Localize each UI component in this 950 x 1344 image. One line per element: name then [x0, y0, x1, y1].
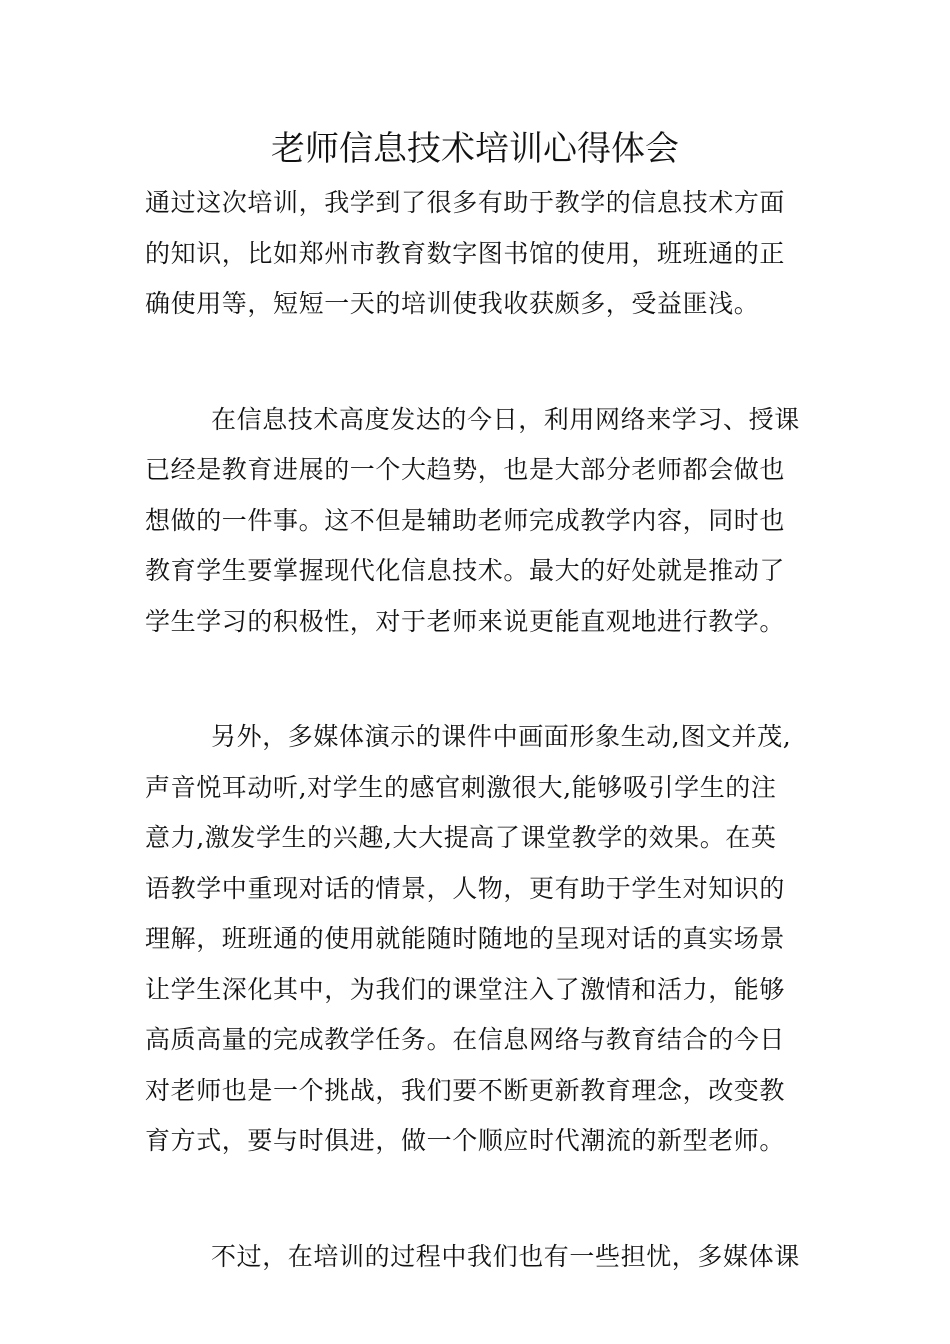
- text-line: 语教学中重现对话的情景，人物，更有助于学生对知识的: [145, 873, 786, 903]
- text-line: 高质高量的完成教学任务。在信息网络与教育结合的今日: [145, 1025, 786, 1054]
- document-title: 老师信息技术培训心得体会: [271, 129, 679, 169]
- paragraph: [145, 1232, 810, 1283]
- text-line: 让学生深化其中，为我们的课堂注入了激情和活力，能够: [145, 974, 786, 1004]
- text-line: 通过这次培训，我学到了很多有助于教学的信息技术方面: [145, 188, 786, 217]
- text-line: 育方式，要与时俱进，做一个顺应时代潮流的新型老师。: [145, 1126, 786, 1155]
- paragraph: [145, 178, 810, 330]
- document-body: [145, 178, 810, 1282]
- paragraph-gap: [145, 330, 810, 395]
- paragraph-gap: [145, 1167, 810, 1232]
- text-line: 教育学生要掌握现代化信息技术。最大的好处就是推动了: [145, 556, 786, 585]
- text-line: 确使用等，短短一天的培训使我收获颇多，受益匪浅。: [145, 289, 760, 318]
- text-line: 理解，班班通的使用就能随时随地的呈现对话的真实场景: [145, 924, 786, 953]
- text-line: 意力,激发学生的兴趣,大大提高了课堂教学的效果。在英: [145, 823, 777, 852]
- paragraph: [145, 395, 810, 648]
- text-line: 想做的一件事。这不但是辅助老师完成教学内容，同时也: [145, 505, 786, 535]
- text-line: 声音悦耳动听,对学生的感官刺激很大,能够吸引学生的注: [145, 772, 777, 802]
- text-line: 对老师也是一个挑战，我们要不断更新教育理念，改变教: [145, 1075, 786, 1105]
- text-line: 学生学习的积极性，对于老师来说更能直观地进行教学。: [145, 606, 786, 636]
- paragraph: [145, 712, 810, 1167]
- text-line: 另外，多媒体演示的课件中画面形象生动,图文并茂,: [211, 722, 792, 751]
- paragraph-gap: [145, 647, 810, 712]
- text-line: 在信息技术高度发达的今日，利用网络来学习、授课: [211, 404, 800, 434]
- text-line: 不过，在培训的过程中我们也有一些担忧，多媒体课: [211, 1241, 800, 1271]
- text-line: 的知识，比如郑州市教育数字图书馆的使用，班班通的正: [145, 238, 786, 268]
- text-line: 已经是教育进展的一个大趋势，也是大部分老师都会做也: [145, 455, 786, 484]
